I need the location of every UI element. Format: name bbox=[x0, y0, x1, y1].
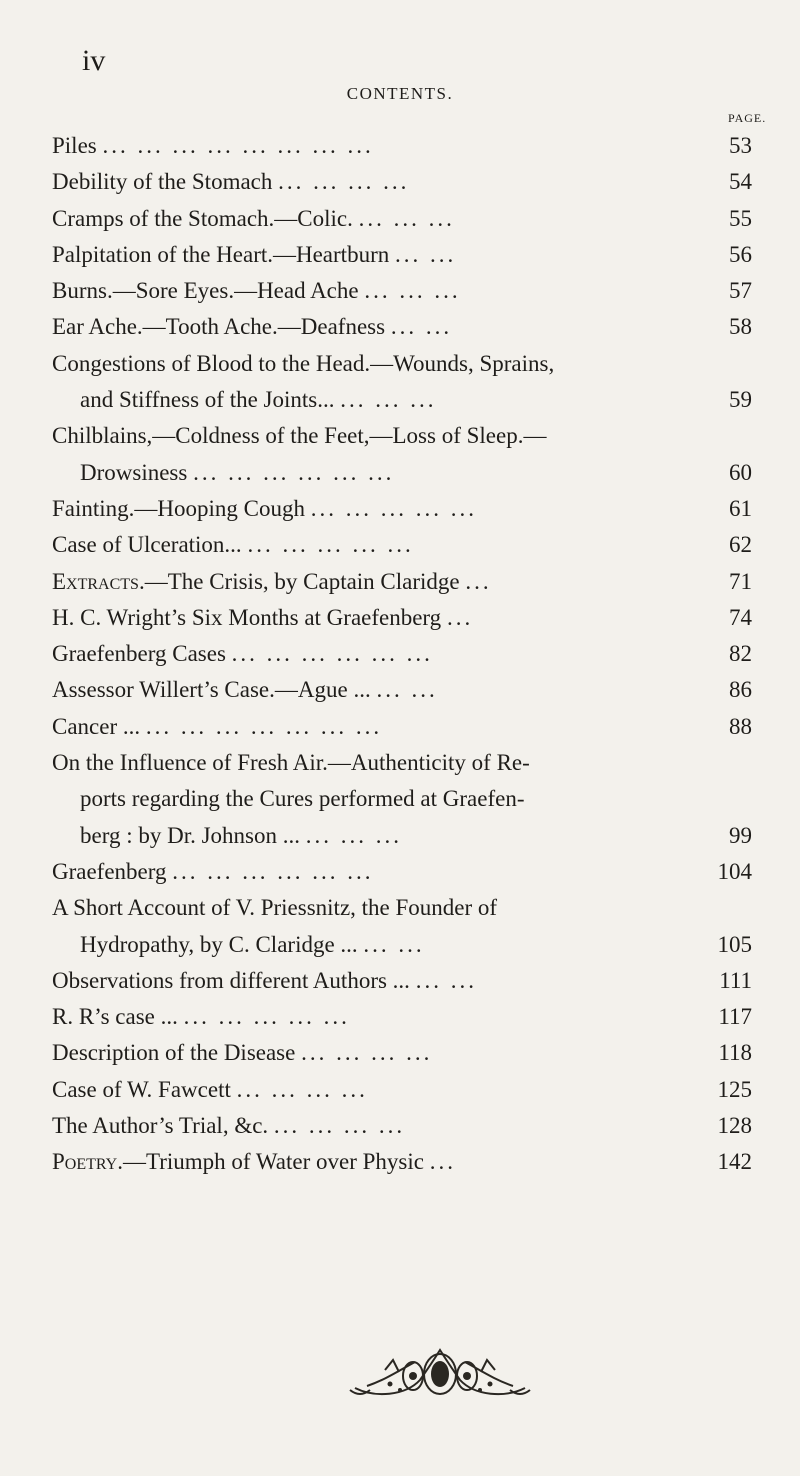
toc-page-number: 59 bbox=[729, 387, 752, 413]
toc-page-number: 54 bbox=[729, 169, 752, 195]
toc-entry-line bbox=[52, 927, 692, 963]
toc-entry-title bbox=[52, 418, 692, 491]
toc-entry-line bbox=[52, 164, 692, 200]
toc-page-number: 105 bbox=[717, 931, 752, 957]
toc-page-number: 128 bbox=[717, 1113, 752, 1139]
toc-entry-line bbox=[52, 455, 692, 491]
toc-entry-text: Graefenberg bbox=[52, 858, 167, 884]
leader-dots: ... ... ... bbox=[364, 278, 461, 304]
toc-page-number: 99 bbox=[729, 822, 752, 848]
toc-entry-title bbox=[52, 564, 692, 600]
toc-page-number: 71 bbox=[729, 568, 752, 594]
toc-entry-text: The Author’s Trial, &c. bbox=[52, 1113, 269, 1139]
toc-entry bbox=[52, 963, 752, 999]
toc-entry-text: Graefenberg Cases bbox=[52, 641, 226, 667]
toc-entry-line: Congestions of Blood to the Head.—Wounds, Sprains, bbox=[52, 350, 555, 376]
toc-entry bbox=[52, 672, 752, 708]
toc-entry bbox=[52, 418, 752, 491]
toc-entry-line bbox=[52, 1072, 692, 1108]
toc-page-number: 61 bbox=[729, 495, 752, 521]
toc-entry-line bbox=[52, 273, 692, 309]
toc-entry-title bbox=[52, 672, 692, 708]
toc-page-number: 88 bbox=[729, 713, 752, 739]
leader-dots: ... ... bbox=[394, 241, 457, 267]
toc-entry-text: —The Crisis, by Captain Claridge bbox=[144, 568, 460, 594]
toc-entry-line bbox=[52, 564, 692, 600]
toc-entry-line bbox=[52, 491, 692, 527]
toc-entry-line bbox=[52, 1144, 692, 1180]
toc-entry-title bbox=[52, 1072, 692, 1108]
toc-entry-line: ports regarding the Cures performed at Graefen- bbox=[80, 786, 525, 812]
toc-entry-title bbox=[52, 201, 692, 237]
leader-dots: ... ... bbox=[415, 967, 477, 993]
toc-page-number: 125 bbox=[717, 1076, 752, 1102]
toc-entry-line bbox=[52, 309, 692, 345]
toc-entry-title bbox=[52, 237, 692, 273]
leader-dots: ... bbox=[429, 1149, 456, 1175]
leader-dots: ... ... bbox=[390, 314, 453, 340]
toc-entry bbox=[52, 999, 752, 1035]
toc-entry-line bbox=[52, 636, 692, 672]
toc-entry-title bbox=[52, 1108, 692, 1144]
toc-entry bbox=[52, 346, 752, 419]
toc-entry-text: Fainting.—Hooping Cough bbox=[52, 495, 306, 521]
leader-dots: ... ... ... bbox=[340, 387, 437, 413]
leader-dots: ... ... ... ... bbox=[273, 1113, 406, 1139]
toc-entry bbox=[52, 1108, 752, 1144]
toc-entry-text: Drowsiness bbox=[80, 459, 188, 485]
decorative-ornament bbox=[345, 1340, 535, 1402]
toc-entry-line bbox=[52, 600, 692, 636]
toc-page-number: 82 bbox=[729, 641, 752, 667]
leader-dots: ... ... ... bbox=[305, 822, 402, 848]
leader-dots: ... bbox=[446, 604, 474, 630]
toc-entry-line bbox=[52, 999, 692, 1035]
toc-entry-text: Burns.—Sore Eyes.—Head Ache bbox=[52, 278, 359, 304]
toc-entry bbox=[52, 237, 752, 273]
toc-page-number: 104 bbox=[717, 858, 752, 884]
toc-entry-line bbox=[52, 382, 692, 418]
leader-dots: ... ... ... ... ... ... bbox=[193, 459, 395, 485]
toc-entry-text: Hydropathy, by C. Claridge ... bbox=[80, 931, 358, 957]
toc-entry-line bbox=[52, 818, 692, 854]
toc-entry-title bbox=[52, 527, 692, 563]
toc-page-number: 142 bbox=[717, 1149, 752, 1175]
leader-dots: ... ... ... ... bbox=[301, 1040, 433, 1066]
toc-entry bbox=[52, 128, 752, 164]
toc-page-number: 74 bbox=[729, 604, 752, 630]
toc-entry bbox=[52, 491, 752, 527]
toc-page-number: 56 bbox=[729, 241, 752, 267]
toc-entry-text: —Triumph of Water over Physic bbox=[123, 1149, 424, 1175]
toc-entry-title bbox=[52, 128, 692, 164]
toc-entry-line bbox=[52, 854, 692, 890]
toc-entry-title bbox=[52, 999, 692, 1035]
toc-entry-text: Cramps of the Stomach.—Colic. bbox=[52, 205, 353, 231]
leader-dots: ... bbox=[465, 568, 492, 594]
toc-page-number: 117 bbox=[718, 1004, 752, 1030]
running-head: CONTENTS. bbox=[346, 84, 454, 103]
leader-dots: ... ... ... bbox=[358, 205, 455, 231]
toc-entry-title bbox=[52, 600, 692, 636]
toc-entry bbox=[52, 564, 752, 600]
toc-entry bbox=[52, 600, 752, 636]
toc-section-heading: Extracts. bbox=[52, 568, 145, 594]
toc-entry bbox=[52, 1035, 752, 1071]
toc-entry-text: berg : by Dr. Johnson ... bbox=[80, 822, 300, 848]
toc-entry-line: On the Influence of Fresh Air.—Authenticity of Re- bbox=[52, 750, 530, 776]
leader-dots: ... ... ... ... ... ... bbox=[172, 858, 374, 884]
toc-entry-text: R. R’s case ... bbox=[52, 1004, 178, 1030]
toc-entry-title bbox=[52, 346, 692, 419]
toc-entry bbox=[52, 745, 752, 854]
page-column-label: PAGE. bbox=[728, 111, 767, 125]
toc-entry bbox=[52, 201, 752, 237]
toc-entry-title bbox=[52, 709, 692, 745]
leader-dots: ... ... ... ... bbox=[278, 169, 410, 195]
toc-entry-line bbox=[52, 128, 692, 164]
toc-entry-title bbox=[52, 491, 692, 527]
toc-entry-title bbox=[52, 890, 692, 963]
toc-page-number: 58 bbox=[729, 314, 752, 340]
toc-entry-text: Palpitation of the Heart.—Heartburn bbox=[52, 241, 390, 267]
toc-page-number: 118 bbox=[718, 1040, 752, 1066]
toc-entry-line bbox=[52, 1108, 692, 1144]
toc-entry-line: Chilblains,—Coldness of the Feet,—Loss of Sleep.— bbox=[52, 423, 547, 449]
toc-entry-title bbox=[52, 273, 692, 309]
leader-dots: ... ... bbox=[376, 677, 438, 703]
toc-entry-line bbox=[52, 963, 692, 999]
toc-entry-text: Case of W. Fawcett bbox=[52, 1076, 231, 1102]
toc-entry-title bbox=[52, 1035, 692, 1071]
toc-page-number: 60 bbox=[729, 459, 752, 485]
leader-dots: ... ... ... ... ... ... ... ... bbox=[102, 133, 374, 158]
toc-entry-text: Assessor Willert’s Case.—Ague ... bbox=[52, 677, 371, 703]
leader-dots: ... ... bbox=[363, 931, 425, 957]
toc-entry bbox=[52, 527, 752, 563]
toc-entry bbox=[52, 890, 752, 963]
toc-page-number: 111 bbox=[719, 967, 752, 993]
toc-entry-title bbox=[52, 309, 692, 345]
toc-entry-text: H. C. Wright’s Six Months at Graefenberg bbox=[52, 604, 442, 630]
toc-entry-text: Description of the Disease bbox=[52, 1040, 296, 1066]
toc-entry-text: Ear Ache.—Tooth Ache.—Deafness bbox=[52, 314, 386, 340]
toc-entry-line bbox=[52, 1035, 692, 1071]
toc-page-number: 57 bbox=[729, 278, 752, 304]
toc-entry bbox=[52, 709, 752, 745]
toc-entry-title bbox=[52, 854, 692, 890]
page-number: iv bbox=[82, 44, 106, 77]
leader-dots: ... ... ... ... bbox=[236, 1076, 368, 1102]
toc-entry-text: Case of Ulceration... bbox=[52, 532, 242, 558]
leader-dots: ... ... ... ... ... ... bbox=[231, 641, 433, 667]
toc-entry-line bbox=[52, 709, 692, 745]
toc-page-number: 53 bbox=[729, 133, 752, 158]
toc-entry bbox=[52, 164, 752, 200]
toc-entry-title bbox=[52, 745, 692, 854]
toc-entry-text: Cancer ... bbox=[52, 713, 141, 739]
toc-entry-title bbox=[52, 1144, 692, 1180]
toc-page-number: 86 bbox=[729, 677, 752, 703]
toc-entry-text: Piles bbox=[52, 133, 97, 158]
toc-entry-line bbox=[52, 672, 692, 708]
leader-dots: ... ... ... ... ... ... ... bbox=[145, 713, 383, 739]
toc-entry-line: A Short Account of V. Priessnitz, the Founder of bbox=[52, 895, 498, 921]
leader-dots: ... ... ... ... ... bbox=[310, 495, 478, 521]
toc-entry bbox=[52, 636, 752, 672]
toc-entry-text: Observations from different Authors ... bbox=[52, 967, 410, 993]
toc-page-number: 55 bbox=[729, 205, 752, 231]
table-of-contents bbox=[52, 128, 752, 1181]
toc-entry bbox=[52, 854, 752, 890]
toc-section-heading: Poetry. bbox=[52, 1149, 123, 1175]
toc-entry bbox=[52, 273, 752, 309]
toc-entry-line bbox=[52, 201, 692, 237]
leader-dots: ... ... ... ... ... bbox=[183, 1004, 350, 1030]
toc-entry-line bbox=[52, 527, 692, 563]
toc-entry-line bbox=[52, 237, 692, 273]
leader-dots: ... ... ... ... ... bbox=[247, 532, 414, 558]
toc-entry-text: Debility of the Stomach bbox=[52, 169, 273, 195]
toc-entry-title bbox=[52, 164, 692, 200]
toc-entry-text: and Stiffness of the Joints... bbox=[80, 387, 335, 413]
toc-entry bbox=[52, 1072, 752, 1108]
toc-entry-title bbox=[52, 963, 692, 999]
toc-page-number: 62 bbox=[729, 532, 752, 558]
toc-entry-title bbox=[52, 636, 692, 672]
toc-entry bbox=[52, 309, 752, 345]
toc-entry bbox=[52, 1144, 752, 1180]
